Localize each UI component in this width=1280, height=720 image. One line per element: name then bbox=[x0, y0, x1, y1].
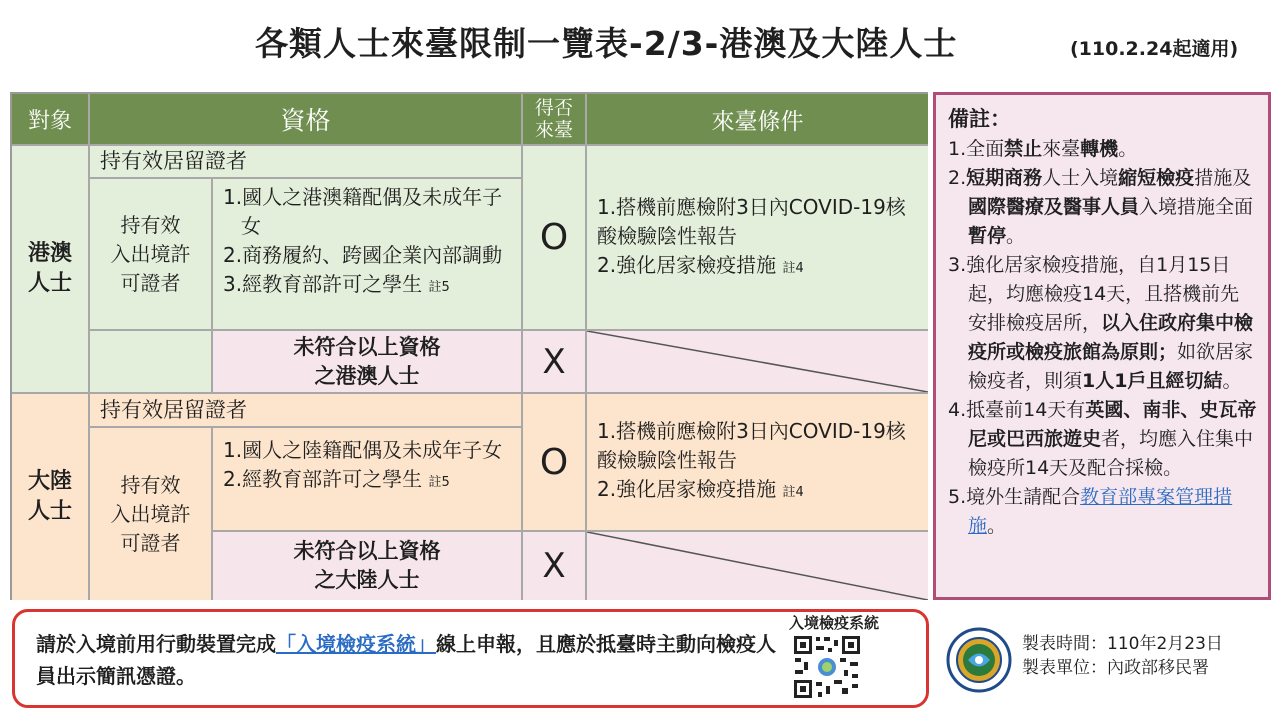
list-item bbox=[223, 465, 515, 497]
made-time: 製表時間：110年2月23日 bbox=[1022, 634, 1223, 654]
title-sub: -2/3-港澳及大陸人士 bbox=[629, 24, 958, 63]
note-ref: 註4 bbox=[782, 485, 804, 500]
notes-title: 備註： bbox=[948, 107, 1011, 131]
hk-label-line2: 人士 bbox=[27, 271, 72, 296]
hk-not-qualified-line2: 之港澳人士 bbox=[314, 363, 420, 388]
mainland-not-qualified-line2: 之大陸人士 bbox=[314, 568, 420, 592]
hk-allowed-mark: O bbox=[523, 146, 587, 331]
qr-code-icon[interactable] bbox=[792, 634, 862, 700]
hk-permit-holder bbox=[90, 179, 213, 331]
mainland-residence: 持有效居留證者 bbox=[90, 394, 523, 428]
mainland-not-qualified-line1: 未符合以上資格 bbox=[293, 539, 441, 563]
mainland-allowed-mark: O bbox=[523, 394, 587, 532]
title-main: 各類人士來臺限制一覽表 bbox=[255, 24, 629, 63]
condition-item: 1.搭機前應檢附3日內COVID-19核酸檢驗陰性報告 bbox=[597, 194, 906, 248]
note-item-3: 3.強化居家檢疫措施，自1月15日起，均應檢疫14天，且搭機前先安排檢疫居所，以入住政府集中檢疫所或檢疫旅館為原則；如欲居家檢疫者，則須1人1戶且經切結。 bbox=[948, 254, 1254, 392]
list-item: 1.國人之港澳籍配偶及未成年子女 bbox=[223, 185, 503, 238]
notes-panel bbox=[933, 92, 1271, 600]
made-unit: 製表單位：內政部移民署 bbox=[1022, 658, 1209, 678]
hk-permit-line3: 可證者 bbox=[120, 270, 181, 295]
hk-denied-mark: X bbox=[523, 331, 587, 394]
hk-label-line1: 港澳 bbox=[27, 241, 72, 266]
qr-label: 入境檢疫系統 bbox=[788, 614, 879, 632]
moe-measures-link[interactable]: 教育部專案管理措施 bbox=[968, 486, 1233, 537]
note-ref: 註5 bbox=[428, 475, 450, 490]
hk-denied-empty bbox=[587, 331, 928, 394]
mainland-not-qualified bbox=[213, 532, 523, 600]
list-item: 1.國人之陸籍配偶及未成年子女 bbox=[223, 438, 503, 462]
quarantine-system-link[interactable]: 「入境檢疫系統」 bbox=[276, 632, 436, 656]
hk-macau-label bbox=[12, 146, 90, 394]
effective-date: (110.2.24起適用) bbox=[1070, 38, 1239, 60]
page-title bbox=[255, 18, 1055, 68]
note-item-1: 1.全面禁止來臺轉機。 bbox=[948, 138, 1138, 160]
diagonal-line bbox=[587, 331, 928, 392]
list-item-text: 2.經教育部許可之學生 bbox=[223, 467, 423, 491]
condition-item-text: 2.強化居家檢疫措施 bbox=[597, 477, 777, 501]
immigration-agency-logo-icon bbox=[946, 627, 1012, 693]
header-allowed bbox=[523, 94, 587, 146]
mainland-denied-mark: X bbox=[523, 532, 587, 600]
list-item-text: 3.經教育部許可之學生 bbox=[223, 272, 423, 296]
condition-item-text: 2.強化居家檢疫措施 bbox=[597, 252, 777, 277]
mainland-label bbox=[12, 394, 90, 600]
mainland-permit-line2: 入出境許 bbox=[110, 501, 191, 526]
condition-item: 1.搭機前應檢附3日內COVID-19核酸檢驗陰性報告 bbox=[597, 419, 906, 472]
mainland-label-line2: 人士 bbox=[27, 499, 72, 524]
note-ref: 註5 bbox=[428, 280, 450, 295]
condition-item bbox=[597, 251, 918, 283]
note-item-5: 5.境外生請配合教育部專案管理措施。 bbox=[948, 486, 1233, 537]
mainland-qualification-list bbox=[213, 428, 523, 532]
mainland-conditions bbox=[587, 394, 928, 532]
hk-qualification-list bbox=[213, 179, 523, 331]
header-target: 對象 bbox=[12, 94, 90, 146]
mainland-permit-holder bbox=[90, 428, 213, 600]
hk-permit-holder-cont bbox=[90, 331, 213, 394]
mainland-label-line1: 大陸 bbox=[27, 469, 72, 494]
diagonal-line bbox=[587, 532, 928, 600]
mainland-denied-empty bbox=[587, 532, 928, 600]
mainland-permit-line1: 持有效 bbox=[120, 472, 181, 497]
header-allowed-line1: 得否 bbox=[534, 97, 573, 119]
note-item-2: 2.短期商務人士入境縮短檢疫措施及國際醫療及醫事人員入境措施全面暫停。 bbox=[948, 167, 1254, 247]
hk-permit-line2: 入出境許 bbox=[110, 241, 191, 266]
hk-permit-line1: 持有效 bbox=[120, 212, 181, 237]
entry-notice-text: 請於入境前用行動裝置完成「入境檢疫系統」線上申報，且應於抵臺時主動向檢疫人員出示簡訊憑證。 bbox=[36, 632, 776, 688]
header-allowed-line2: 來臺 bbox=[534, 119, 573, 141]
condition-item bbox=[597, 475, 918, 507]
hk-not-qualified bbox=[213, 331, 523, 394]
hk-not-qualified-line1: 未符合以上資格 bbox=[293, 334, 441, 359]
made-info bbox=[1022, 632, 1272, 680]
header-qualification: 資格 bbox=[90, 94, 523, 146]
hk-conditions bbox=[587, 146, 928, 331]
hk-residence: 持有效居留證者 bbox=[90, 146, 523, 179]
note-item-4: 4.抵臺前14天有英國、南非、史瓦帝尼或巴西旅遊史者，均應入住集中檢疫所14天及配合採檢。 bbox=[948, 399, 1257, 479]
note-ref: 註4 bbox=[782, 260, 804, 276]
list-item: 2.商務履約、跨國企業內部調動 bbox=[223, 243, 503, 267]
restriction-table bbox=[10, 92, 928, 600]
header-conditions: 來臺條件 bbox=[587, 94, 928, 146]
mainland-permit-line3: 可證者 bbox=[120, 530, 181, 555]
list-item bbox=[223, 270, 515, 302]
